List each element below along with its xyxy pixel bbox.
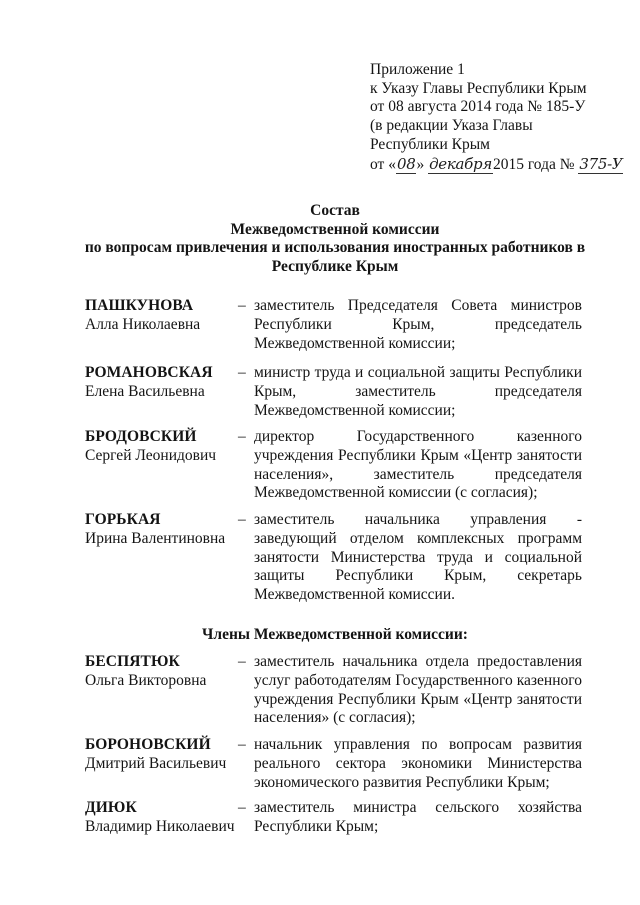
appendix-revision-date: [370, 155, 623, 175]
role-description: начальник управления по вопросам развития реального сектора экономики Министерства экономического развития Республики Крым;: [254, 736, 582, 791]
dash: –: [238, 297, 246, 314]
commission-entry: [85, 428, 585, 503]
commission-entry: [85, 799, 585, 837]
surname: БОРОНОВСКИЙ: [85, 736, 211, 753]
person-name: [85, 799, 237, 837]
given-names: Ольга Викторовна: [85, 671, 207, 689]
commission-entry: [85, 511, 585, 605]
person-name: [85, 653, 237, 691]
appendix-revision-authority: Республики Крым: [370, 135, 490, 153]
given-names: Ирина Валентиновна: [85, 529, 226, 547]
person-name: [85, 428, 237, 466]
commission-entry: [85, 364, 585, 420]
title-line: Республике Крым: [271, 257, 399, 275]
commission-entry: [85, 736, 585, 792]
dash: –: [238, 799, 246, 816]
person-name: [85, 364, 237, 402]
commission-entry: [85, 297, 585, 353]
date-close-quote: »: [416, 155, 425, 173]
surname: ГОРЬКАЯ: [85, 511, 161, 528]
title-line: по вопросам привлечения и использования иностранных работников в: [84, 239, 586, 256]
appendix-header: [370, 61, 623, 174]
role-description: заместитель начальника управления - заведующий отделом комплексных программ занятости Министерства труда и социальной защиты Республики Крым, секретарь Межведомственной комиссии.: [254, 511, 582, 604]
role-description: министр труда и социальной защиты Республики Крым, заместитель председателя Межведомственной комиссии;: [254, 364, 582, 419]
role-description: заместитель Председателя Совета министров Республики Крым, председатель Межведомственной комиссии;: [254, 297, 582, 352]
role-description: заместитель начальника отдела предоставления услуг работодателям Государственного казенного учреждения Республики Крым «Центр занятости населения» (с согласия);: [254, 653, 582, 727]
given-names: Сергей Леонидович: [85, 446, 217, 464]
dash: –: [238, 428, 246, 445]
appendix-decree-date: от 08 августа 2014 года № 185-У: [370, 98, 586, 116]
commission-entry: [85, 653, 585, 728]
person-name: [85, 736, 237, 774]
given-names: Дмитрий Васильевич: [85, 754, 227, 772]
appendix-decree-ref: к Указу Главы Республики Крым: [370, 79, 587, 97]
dash: –: [238, 736, 246, 753]
surname: РОМАНОВСКАЯ: [85, 364, 213, 381]
role-description: директор Государственного казенного учреждения Республики Крым «Центр занятости населения», заместитель председателя Межведомственной комиссии (с согласия);: [254, 428, 582, 502]
person-name: [85, 297, 237, 335]
title-line: Межведомственной комиссии: [230, 220, 440, 238]
appendix-revision-ref: (в редакции Указа Главы: [370, 117, 533, 135]
title-line: Состав: [310, 202, 360, 219]
date-year-part: 2015 года №: [492, 155, 575, 173]
date-prefix: от «: [370, 155, 396, 173]
handwritten-number: 375-У: [579, 154, 623, 173]
surname: БРОДОВСКИЙ: [85, 428, 197, 445]
handwritten-month: декабря: [429, 154, 492, 173]
surname: ДИЮК: [85, 799, 137, 816]
given-names: Алла Николаевна: [85, 315, 201, 333]
role-description: заместитель министра сельского хозяйства Республики Крым;: [254, 799, 582, 835]
dash: –: [238, 511, 246, 528]
appendix-number: Приложение 1: [370, 61, 465, 78]
surname: БЕСПЯТЮК: [85, 653, 180, 670]
members-heading: Члены Межведомственной комиссии:: [202, 626, 468, 643]
dash: –: [238, 364, 246, 381]
given-names: Елена Васильевна: [85, 382, 205, 400]
given-names: Владимир Николаевич: [85, 817, 235, 835]
surname: ПАШКУНОВА: [85, 297, 194, 314]
document-title: [60, 202, 610, 276]
dash: –: [238, 653, 246, 670]
handwritten-day: 08: [396, 154, 416, 173]
person-name: [85, 511, 237, 549]
